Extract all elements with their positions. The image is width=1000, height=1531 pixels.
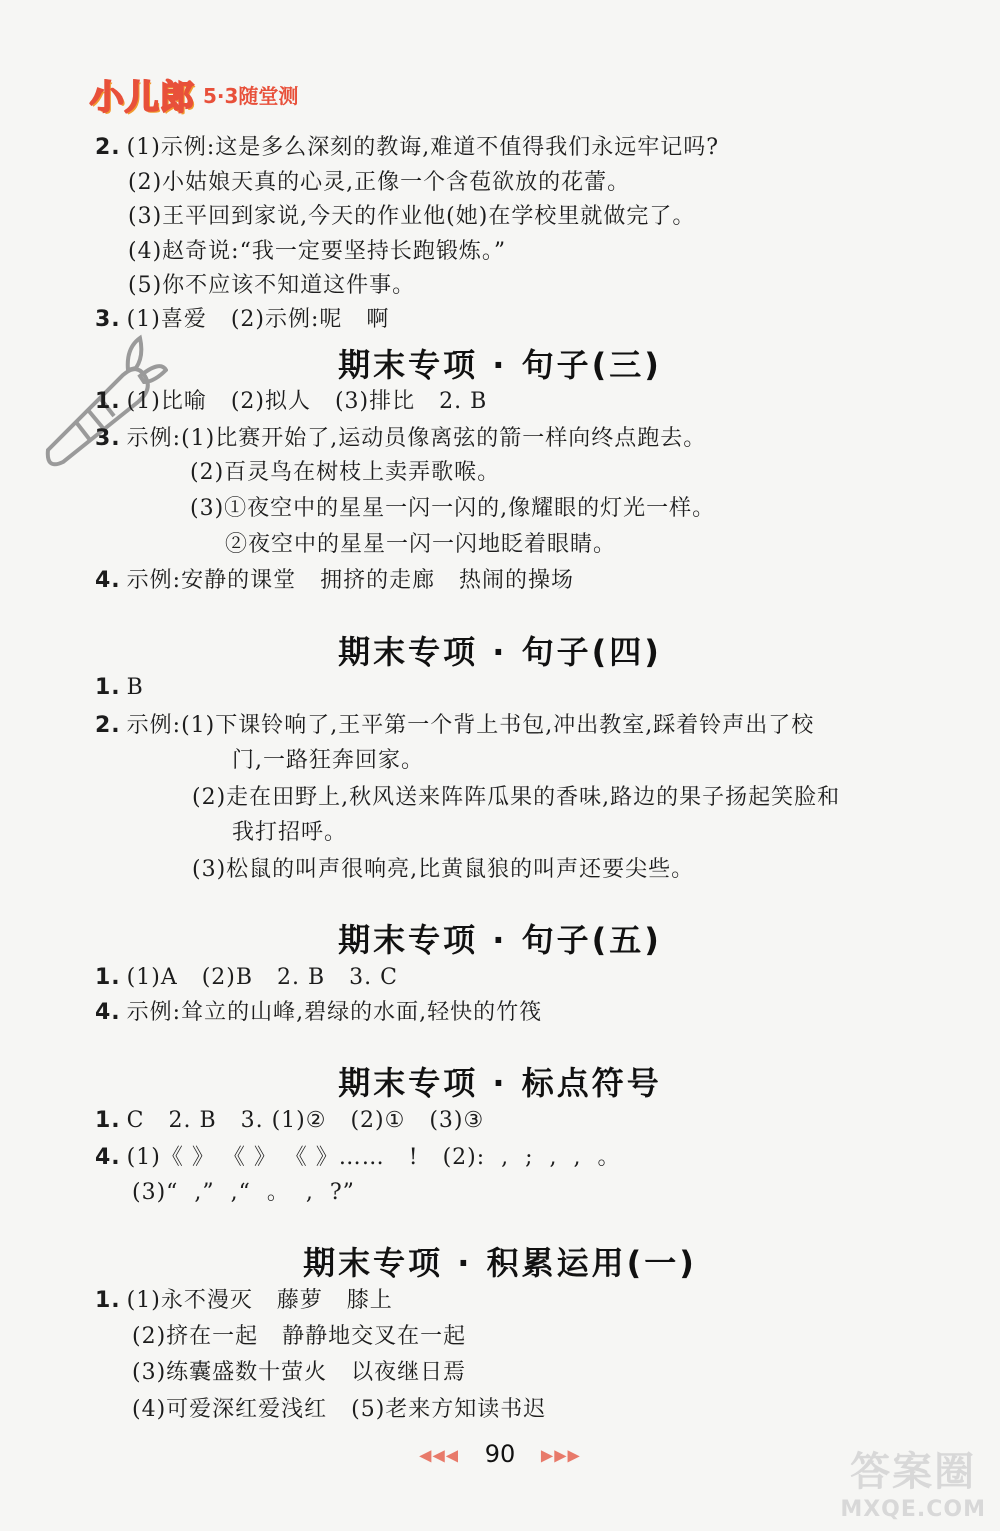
- answer-line: 1. (1)A (2)B 2. B 3. C: [95, 965, 398, 990]
- section-heading-sentences-5: 期末专项 · 句子(五): [338, 921, 662, 959]
- answer-line: (4)赵奇说:“我一定要坚持长跑锻炼。”: [128, 239, 507, 264]
- brand-logo: 小儿郎: [90, 78, 195, 118]
- left-arrows-icon: ◀◀◀: [419, 1445, 460, 1465]
- answer-line: 2. (1)示例:这是多么深刻的教诲,难道不值得我们永远牢记吗?: [95, 135, 720, 160]
- answer-line: (4)可爱深红爱浅红 (5)老来方知读书迟: [132, 1397, 547, 1422]
- answer-line: (2)百灵鸟在树枝上卖弄歌喉。: [190, 460, 501, 485]
- brand-header: [90, 70, 298, 119]
- answer-line: 1. (1)比喻 (2)拟人 (3)排比 2. B: [95, 389, 488, 414]
- answer-line: (5)你不应该不知道这件事。: [128, 273, 416, 298]
- answer-line: 1. (1)永不漫灭 藤萝 膝上: [95, 1288, 393, 1313]
- watermark-logo: 答案圈: [850, 1449, 977, 1495]
- answer-line: (3)王平回到家说,今天的作业他(她)在学校里就做完了。: [128, 204, 696, 229]
- answer-line: 4. 示例:安静的课堂 拥挤的走廊 热闹的操场: [95, 568, 575, 593]
- answer-line: (3)①夜空中的星星一闪一闪的,像耀眼的灯光一样。: [190, 496, 716, 521]
- answer-line: (2)小姑娘天真的心灵,正像一个含苞欲放的花蕾。: [128, 170, 631, 195]
- answer-line: 2. 示例:(1)下课铃响了,王平第一个背上书包,冲出教室,踩着铃声出了校: [95, 713, 815, 738]
- answer-line: ②夜空中的星星一闪一闪地眨着眼睛。: [225, 532, 617, 557]
- answer-line: (2)走在田野上,秋风送来阵阵瓜果的香味,路边的果子扬起笑脸和: [192, 785, 841, 810]
- brand-series: 5·3随堂测: [203, 84, 299, 108]
- answer-line: (3)“ ,” ,“ 。 , ?”: [132, 1180, 355, 1205]
- answer-line: (3)松鼠的叫声很响亮,比黄鼠狼的叫声还要尖些。: [192, 857, 695, 882]
- answer-line: 3. 示例:(1)比赛开始了,运动员像离弦的箭一样向终点跑去。: [95, 426, 707, 451]
- right-arrows-icon: ▶▶▶: [540, 1445, 581, 1465]
- answer-line: 门,一路狂奔回家。: [232, 748, 424, 773]
- watermark: [840, 1440, 986, 1522]
- answer-line: 1. C 2. B 3. (1)② (2)① (3)③: [95, 1108, 485, 1133]
- answer-line: 1. B: [95, 675, 144, 700]
- answer-line: 4. 示例:耸立的山峰,碧绿的水面,轻快的竹筏: [95, 1000, 543, 1025]
- section-heading-sentences-3: 期末专项 · 句子(三): [338, 346, 662, 384]
- watermark-url: MXQE.COM: [840, 1497, 986, 1522]
- answer-line: 4. (1)《 》 《 》 《 》…… ! (2): , ; , , 。: [95, 1145, 621, 1170]
- answer-line: 我打招呼。: [232, 820, 348, 845]
- section-heading-accumulation-1: 期末专项 · 积累运用(一): [303, 1244, 697, 1282]
- page-number: 90: [484, 1440, 516, 1468]
- answer-line: (3)练囊盛数十萤火 以夜继日焉: [132, 1360, 467, 1385]
- section-heading-sentences-4: 期末专项 · 句子(四): [338, 633, 662, 671]
- section-heading-punctuation: 期末专项 · 标点符号: [338, 1064, 662, 1102]
- answer-line: 3. (1)喜爱 (2)示例:呢 啊: [95, 307, 390, 332]
- answer-line: (2)挤在一起 静静地交叉在一起: [132, 1324, 467, 1349]
